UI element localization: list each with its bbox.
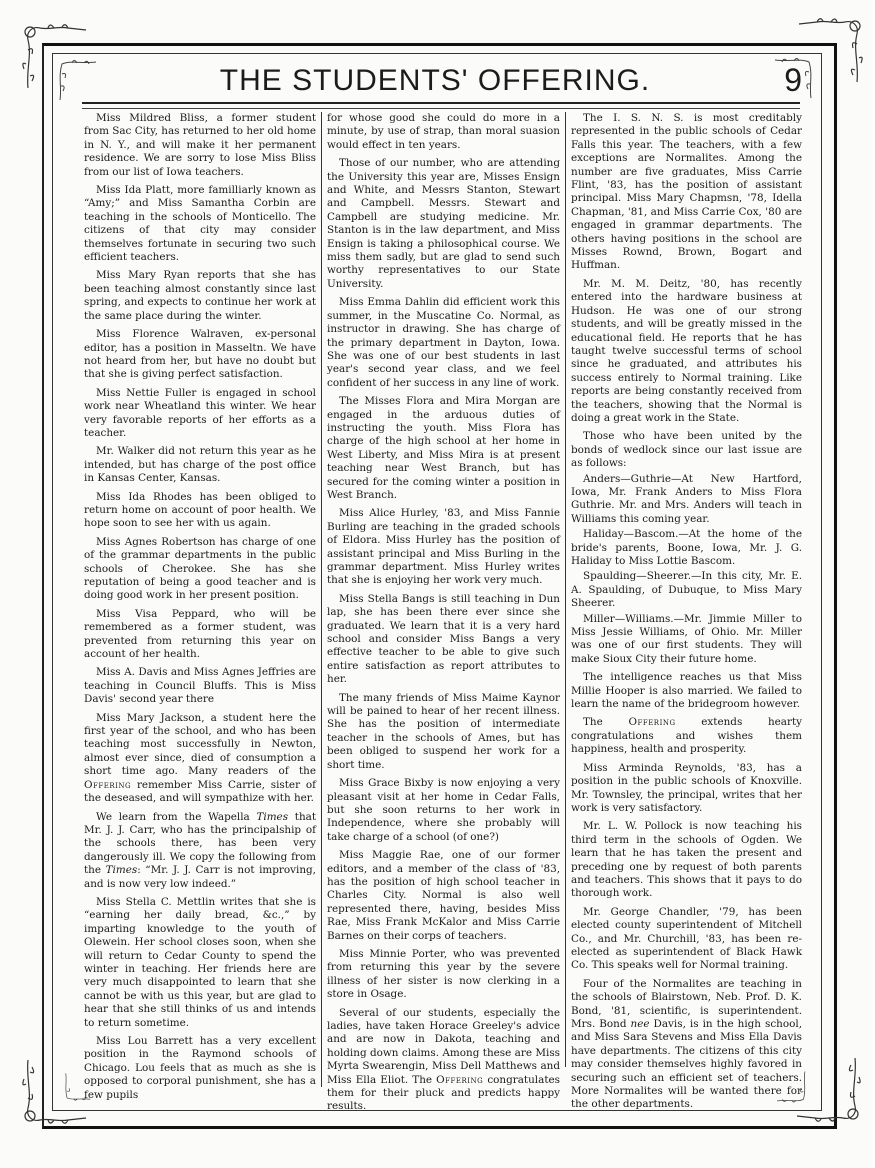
news-item: Miss Stella Bangs is still teaching in Dun lap, she has been there ever since she graduated. We learn that it is a very hard school and consider Miss Bangs a very effective teacher to be able to give such entire satisfaction as report attributes to her. bbox=[327, 592, 560, 686]
news-item: Miss Lou Barrett has a very excellent position in the Raymond schools of Chicago. Lou feels that as much as she is opposed to corporal punishment, she has a few pupils bbox=[84, 1035, 316, 1101]
news-item: The intelligence reaches us that Miss Millie Hooper is also married. We failed to learn the name of the bridegroom however. bbox=[571, 671, 802, 711]
wedding-announcement: Spaulding—Sheerer.—In this city, Mr. E. A. Spaulding, of Dubuque, to Miss Mary Sheerer. bbox=[571, 570, 802, 610]
news-item: Miss Emma Dahlin did efficient work this summer, in the Muscatine Co. Normal, as instructor in drawing. She has charge of the primary department in Dayton, Iowa. She was one of our best students in last year's second year class, and we feel confident of her success in any line of work. bbox=[327, 296, 560, 389]
header-double-rule bbox=[82, 102, 800, 109]
news-item: Mr. L. W. Pollock is now teaching his third term in the schools of Ogden. We learn that he has taken the present and preceding one by request of both parents and teachers. This shows that it pays to do thorough work. bbox=[571, 820, 802, 900]
news-item: Miss Alice Hurley, '83, and Miss Fannie Burling are teaching in the graded schools of Eldora. Miss Hurley has the position of assistant principal and Miss Burling in the grammar department. Miss Hurley writes that she is enjoying her work very much. bbox=[327, 507, 560, 587]
wedding-announcement: Miller—Williams.—Mr. Jimmie Miller to Miss Jessie Williams, of Ohio. Mr. Miller was one of our first students. They will make Sioux City their future home. bbox=[571, 612, 802, 665]
text-run: We learn from the Wapella bbox=[96, 810, 257, 823]
news-item bbox=[571, 978, 802, 1112]
column-3 bbox=[566, 112, 803, 1111]
news-item: Miss Mildred Bliss, a former student from Sac City, has returned to her old home in N. Y., and will make it her permanent residence. We are sorry to lose Miss Bliss from our list of Iowa teachers. bbox=[84, 112, 316, 178]
news-item: Miss Maggie Rae, one of our former editors, and a member of the class of '83, has the position of high school teacher in Charles City. Normal is also well represented there, having, besides Miss Rae, Miss Frank McKalor and Miss Carrie Barnes on their corps of teachers. bbox=[327, 849, 560, 942]
text-run: Davis, is in the high school, and Miss Sara Stevens and Miss Ella Davis have departments. The citizens of this city may consider themselves highly favored in securing such an efficient set of teachers. More Normalites will be wanted there for the other departments. bbox=[571, 1018, 802, 1111]
publication-name: Offering bbox=[84, 778, 132, 791]
news-item: Mr. M. M. Deitz, '80, has recently entered into the hardware business at Hudson. He was one of our strong students, and will be greatly missed in the educational field. He reports that he has taught twelve successful terms of school since he graduated, and attributes his success entirely to Normal training. Like reports are being constantly received from the teachers, showing that the Normal is doing a great work in the State. bbox=[571, 277, 802, 424]
news-item: Mr. Walker did not return this year as he intended, but has charge of the post office in Kansas Center, Kansas. bbox=[84, 445, 316, 485]
publication-name: Offering bbox=[436, 1073, 484, 1086]
text-run: Several of our students, especially the ladies, have taken Horace Greeley's advice and are now in Dakota, teaching and holding down claims. Among these are Miss Myrta Swearengin, Miss Dell Matthews and Miss Ella Eliot. The bbox=[327, 1006, 560, 1086]
news-item: The Misses Flora and Mira Morgan are engaged in the arduous duties of instructing the youth. Miss Flora has charge of the high school at her home in West Liberty, and Miss Mira is at present teaching near West Branch, but has secured for the coming winter a position in West Branch. bbox=[327, 395, 560, 501]
news-item: The I. S. N. S. is most creditably represented in the public schools of Cedar Falls this year. The teachers, with a few exceptions are Normalites. Among the number are five graduates, Miss Carrie Flint, '83, has the position of assistant principal. Miss Mary Chapmsn, '78, Idella Chapman, '81, and Miss Carrie Cox, '80 are engaged in grammar departments. The others having positions in the school are Misses Rownd, Brown, Bogart and Huffman. bbox=[571, 112, 802, 272]
news-item: Miss Arminda Reynolds, '83, has a position in the public schools of Knoxville. Mr. Townsley, the principal, writes that her work is very satisfactory. bbox=[571, 761, 802, 814]
page-number: 9 bbox=[784, 62, 802, 98]
publication-name: Offering bbox=[628, 716, 676, 729]
newspaper-name: Times bbox=[256, 810, 289, 823]
news-item: The many friends of Miss Maime Kaynor will be pained to hear of her recent illness. She has the position of intermediate teacher in the schools of Ames, but has been obliged to suspend her work for a short time. bbox=[327, 691, 560, 771]
text-run: extends hearty congratulations and wishes them happiness, health and prosperity. bbox=[571, 716, 803, 756]
text-run: that Mr. J. J. Carr, who has the principalship of the schools there, has been very dangerously ill. We copy the following from the bbox=[84, 810, 317, 877]
news-item bbox=[84, 811, 316, 891]
wedding-announcement: Haliday—Bascom.—At the home of the bride's parents, Boone, Iowa, Mr. J. G. Haliday to Miss Lottie Bascom. bbox=[571, 528, 802, 567]
column-2 bbox=[322, 112, 566, 1113]
news-item: Miss Florence Walraven, ex-personal editor, has a position in Masseltn. We have not heard from her, but have no doubt but that she is giving perfect satisfaction. bbox=[84, 328, 316, 381]
text-run: remember Miss Carrie, sister of the deseased, and will sympathize with her. bbox=[84, 778, 316, 805]
text-run: Miss Mary Jackson, a student here the first year of the school, and who has been teaching most successfully in Newton, almost ever since, died of consumption a short time ago. Many readers of the bbox=[84, 711, 316, 778]
text-run: : “Mr. J. J. Carr is not improving, and is now very low indeed.” bbox=[84, 864, 316, 890]
news-item: Miss Ida Rhodes has been obliged to return home on account of poor health. We hope soon to see her with us again. bbox=[84, 490, 316, 530]
news-item-continuation: for whose good she could do more in a minute, by use of strap, than moral suasion would effect in ten years. bbox=[327, 112, 560, 151]
news-item: Miss Nettie Fuller is engaged in school work near Wheatland this winter. We hear very favorable reports of her efforts as a teacher. bbox=[84, 386, 316, 439]
news-item: Those of our number, who are attending the University this year are, Misses Ensign and White, and Messrs Stanton, Stewart and Campbell. Messrs. Stewart and Campbell are studying medicine. Mr. Stanton is in the law department, and Miss Ensign is taking a philosophical course. We miss them sadly, but are glad to send such worthy representatives to our State University. bbox=[327, 157, 560, 290]
news-item: Miss Visa Peppard, who will be remembered as a former student, was prevented from returning this year on account of her health. bbox=[84, 607, 316, 661]
column-1 bbox=[84, 112, 322, 1101]
news-item bbox=[327, 1007, 560, 1114]
text-run: Four of the Normalites are teaching in the schools of Blairstown, Neb. Prof. D. K. Bond, '81, scientific, is superintendent. Mrs. Bond bbox=[571, 977, 802, 1030]
news-item bbox=[571, 716, 802, 756]
newspaper-name: Times bbox=[105, 864, 138, 877]
news-item: Miss Stella C. Mettlin writes that she is “earning her daily bread, &c.,” by imparting knowledge to the youth of Olewein. Her school closes soon, when she will return to Cedar County to spend the winter in teaching. Her friends here are very much disappointed to learn that she cannot be with us this year, but are glad to hear that she still thinks of us and intends to return sometime. bbox=[84, 895, 316, 1029]
news-item: Miss Minnie Porter, who was prevented from returning this year by the severe illness of her sister is now clerking in a store in Osage. bbox=[327, 947, 560, 1001]
news-item: Miss Ida Platt, more familliarly known as “Amy;” and Miss Samantha Corbin are teaching in the schools of Monticello. The citizens of that city may consider themselves fortunate in securing two such efficient teachers. bbox=[84, 184, 316, 264]
wedding-announcement: Anders—Guthrie—At New Hartford, Iowa, Mr. Frank Anders to Miss Flora Guthrie. Mr. and Mrs. Anders will teach in Williams this coming year. bbox=[571, 472, 802, 525]
news-item: Miss Mary Ryan reports that she has been teaching almost constantly since last spring, and expects to continue her work at the same place during the winter. bbox=[84, 269, 316, 322]
news-item: Miss Agnes Robertson has charge of one of the grammar departments in the public schools of Cherokee. She has she reputation of being a good teacher and is doing good work in her present position. bbox=[84, 535, 316, 602]
text-run: congratulates them for their pluck and predicts happy results. bbox=[327, 1073, 560, 1113]
article-columns bbox=[84, 112, 803, 1113]
publication-title: THE STUDENTS' OFFERING. bbox=[219, 64, 651, 97]
news-item bbox=[84, 712, 316, 806]
text-run: The bbox=[583, 716, 629, 729]
news-item: Miss Grace Bixby is now enjoying a very pleasant visit at her home in Cedar Falls, but she soon returns to her work in Independence, where she probably will take charge of a school (of one?) bbox=[327, 777, 560, 843]
news-item: Those who have been united by the bonds of wedlock since our last issue are as follows: bbox=[571, 430, 802, 470]
nee-word: nee bbox=[630, 1018, 650, 1030]
news-item: Mr. George Chandler, '79, has been elected county superintendent of Mitchell Co., and Mr. Churchill, '83, has been re-elected as superintendent of Black Hawk Co. This speaks well for Normal training. bbox=[571, 905, 802, 972]
masthead bbox=[60, 60, 810, 100]
news-item: Miss A. Davis and Miss Agnes Jeffries are teaching in Council Bluffs. This is Miss Davis' second year there bbox=[84, 666, 316, 706]
